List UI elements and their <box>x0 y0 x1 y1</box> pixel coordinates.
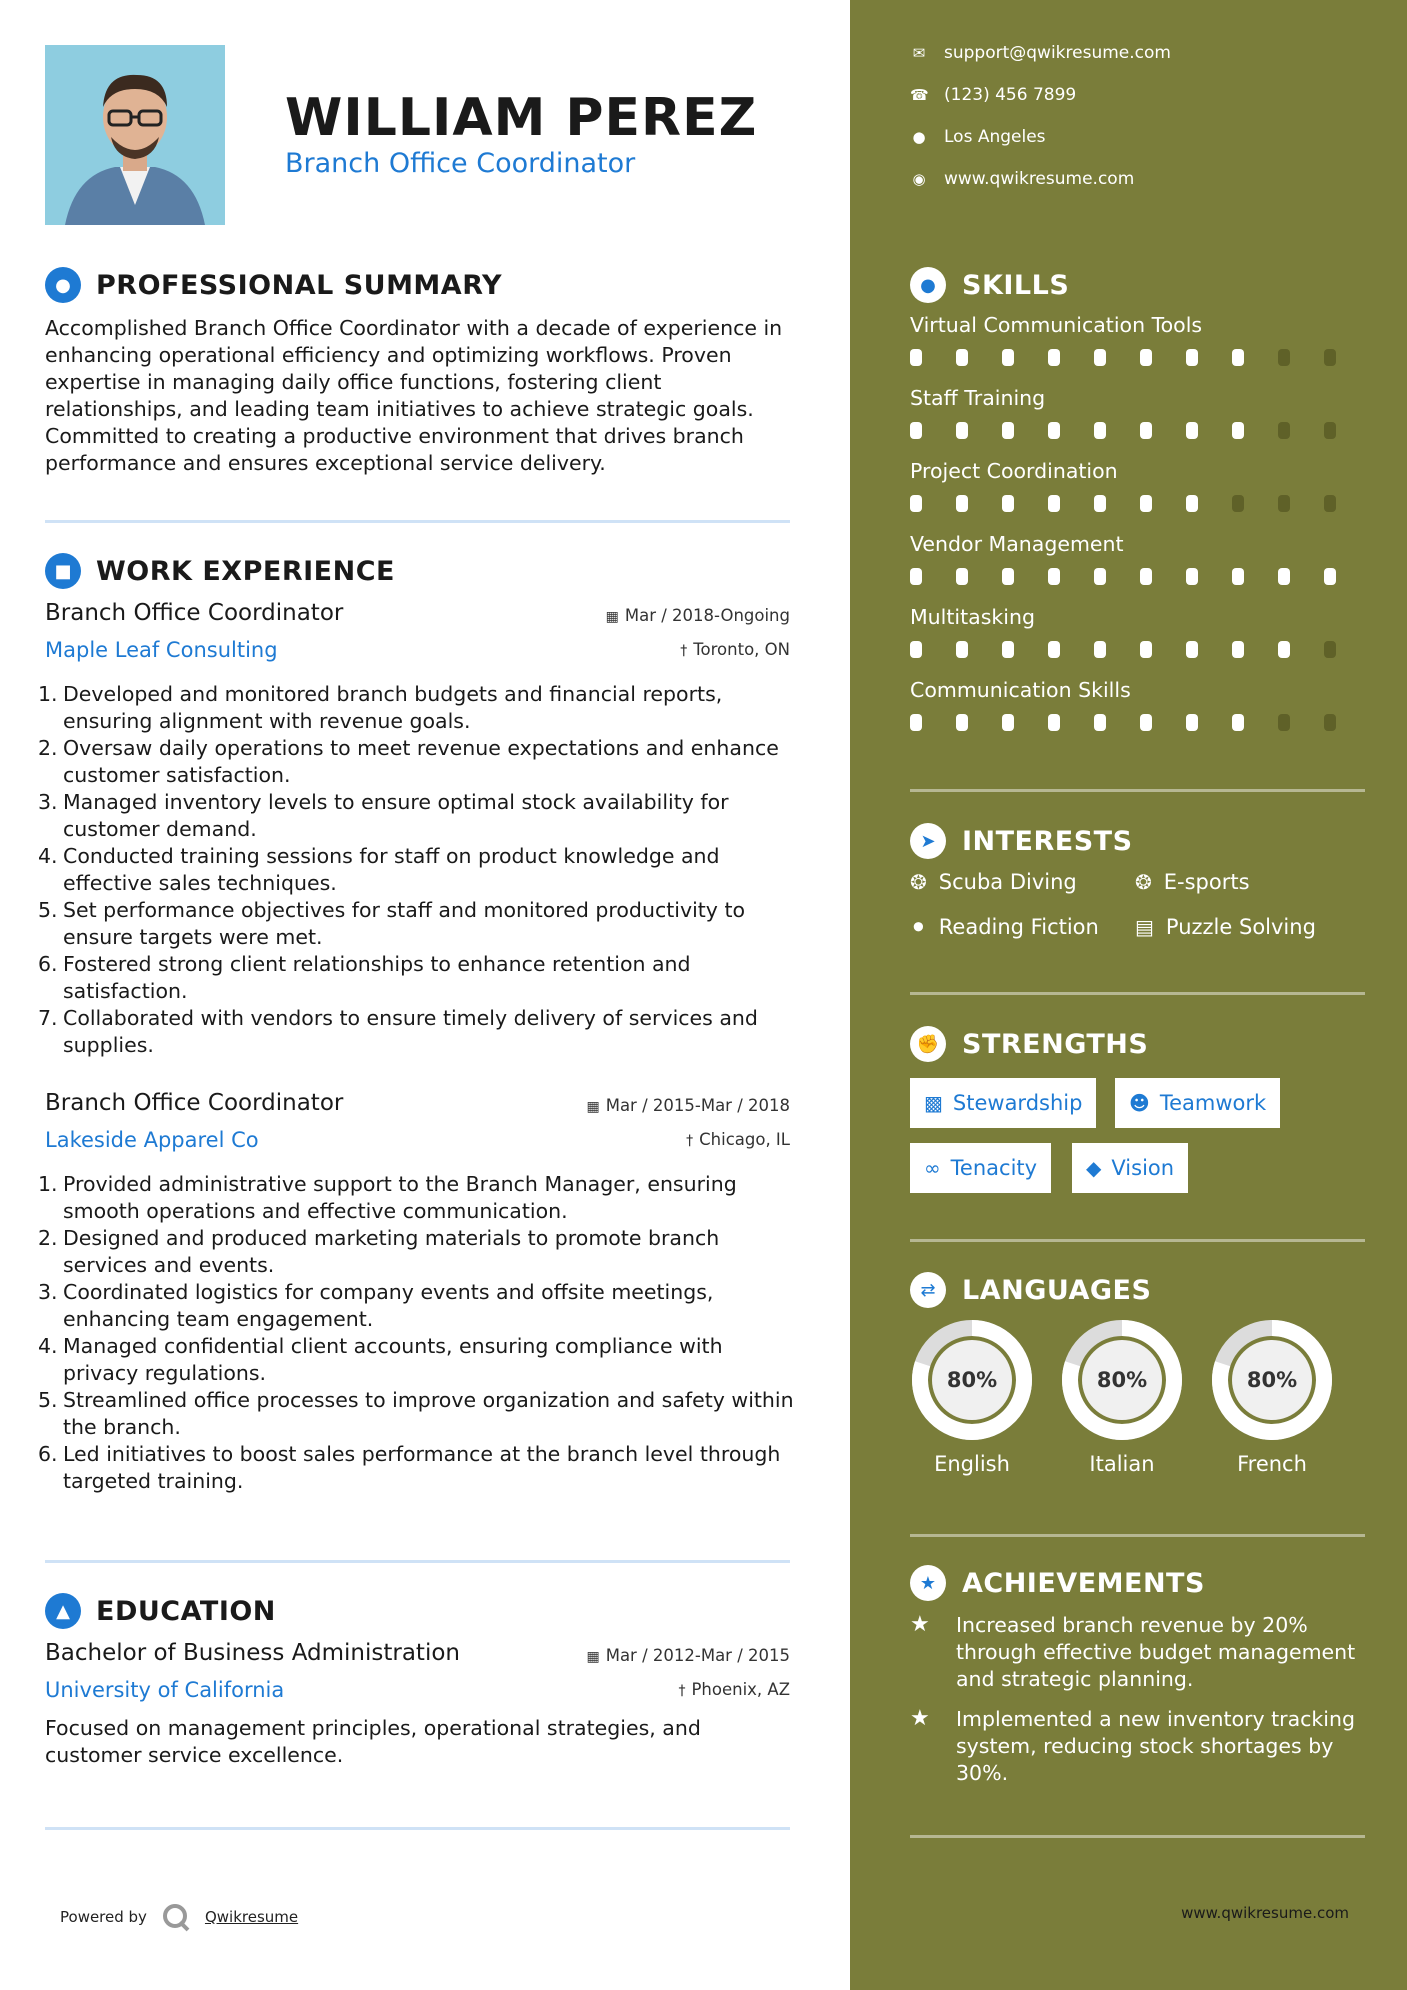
contact-email[interactable] <box>910 43 1171 63</box>
skills-heading: SKILLS <box>962 269 1070 301</box>
bullet-text: Conducted training sessions for staff on product knowledge and effective sales techniques. <box>63 844 720 895</box>
rating-dot-filled <box>1186 422 1198 439</box>
rating-dot-filled <box>1186 568 1198 585</box>
contact-website-text: www.qwikresume.com <box>944 169 1135 189</box>
list-item <box>38 789 798 843</box>
rating-dot-filled <box>1048 641 1060 658</box>
rating-dot-empty <box>1324 422 1336 439</box>
rating-dot-empty <box>1278 422 1290 439</box>
skill-name: Multitasking <box>910 605 1035 629</box>
calendar-icon: ▦ <box>586 1099 600 1115</box>
bullet-text: Oversaw daily operations to meet revenue expectations and enhance customer satisfaction. <box>63 736 779 787</box>
bullet-text: Coordinated logistics for company events and offsite meetings, enhancing team engagement. <box>63 1280 714 1331</box>
skill-rating <box>910 349 1370 366</box>
strength-label: Vision <box>1111 1156 1175 1180</box>
experience-heading: WORK EXPERIENCE <box>96 555 395 587</box>
rating-dot-filled <box>1232 568 1244 585</box>
rating-dot-filled <box>1048 568 1060 585</box>
rating-dot-filled <box>910 714 922 731</box>
job-bullets <box>38 681 798 1059</box>
section-divider <box>910 992 1365 995</box>
rating-dot-filled <box>1094 568 1106 585</box>
skill-rating <box>910 714 1370 731</box>
bullet-number: 5. <box>38 1388 58 1412</box>
rating-dot-filled <box>1094 349 1106 366</box>
job-entry <box>45 1090 790 1160</box>
job-date <box>586 1096 790 1115</box>
contact-website[interactable] <box>910 169 1134 189</box>
rating-dot-filled <box>956 422 968 439</box>
list-item <box>38 1171 798 1225</box>
map-pin-icon: ● <box>912 128 926 146</box>
pin-icon: † <box>686 1133 694 1149</box>
skill-name: Virtual Communication Tools <box>910 313 1203 337</box>
graduate-icon: ▲ <box>45 1593 81 1629</box>
education-header <box>45 1593 276 1629</box>
education-date <box>586 1646 790 1665</box>
strength-chip <box>1072 1143 1188 1193</box>
candidate-title: Branch Office Coordinator <box>285 148 636 179</box>
achievement-text: Increased branch revenue by 20% through effective budget management and strategic planning. <box>956 1613 1356 1691</box>
rating-dot-filled <box>1140 422 1152 439</box>
education-location-text: Phoenix, AZ <box>691 1680 790 1699</box>
rating-dot-filled <box>1140 568 1152 585</box>
job-date-text: Mar / 2015-Mar / 2018 <box>605 1096 790 1115</box>
bullet-number: 7. <box>38 1006 58 1030</box>
list-item <box>38 1387 798 1441</box>
languages-heading: LANGUAGES <box>962 1274 1152 1306</box>
rating-dot-filled <box>1324 568 1336 585</box>
calendar-icon: ▦ <box>605 609 619 625</box>
link-icon: ∞ <box>924 1156 941 1180</box>
skill-name: Communication Skills <box>910 678 1131 702</box>
profile-photo <box>45 45 225 225</box>
bullet-text: Fostered strong client relationships to enhance retention and satisfaction. <box>63 952 691 1003</box>
rating-dot-filled <box>1094 422 1106 439</box>
user-icon: ● <box>45 267 81 303</box>
rating-dot-filled <box>1278 568 1290 585</box>
bullet-number: 2. <box>38 736 58 760</box>
rating-dot-filled <box>1232 641 1244 658</box>
job-location <box>680 640 790 659</box>
education-entry <box>45 1640 790 1710</box>
rating-dot-filled <box>1048 495 1060 512</box>
rating-dot-filled <box>1048 349 1060 366</box>
skill-item <box>910 313 1370 366</box>
rating-dot-empty <box>1278 495 1290 512</box>
section-divider <box>45 520 790 523</box>
list-item <box>38 897 798 951</box>
languages-header <box>910 1272 1151 1308</box>
fist-icon: ✊ <box>910 1026 946 1062</box>
skill-rating <box>910 495 1370 512</box>
bullet-number: 4. <box>38 1334 58 1358</box>
bullet-text: Designed and produced marketing materials to promote branch services and events. <box>63 1226 720 1277</box>
list-item <box>38 1279 798 1333</box>
rating-dot-filled <box>910 349 922 366</box>
rating-dot-filled <box>1140 495 1152 512</box>
rating-dot-filled <box>1232 714 1244 731</box>
list-item <box>38 1333 798 1387</box>
binoculars-icon: ◆ <box>1086 1156 1102 1180</box>
education-location <box>678 1680 790 1699</box>
language-percent: 80% <box>1096 1368 1148 1392</box>
bullet-text: Set performance objectives for staff and monitored productivity to ensure targets were met. <box>63 898 746 949</box>
language-percent: 80% <box>1246 1368 1298 1392</box>
list-item <box>38 735 798 789</box>
briefcase-icon: ▩ <box>924 1091 943 1115</box>
language-percent: 80% <box>946 1368 998 1392</box>
achievement-item <box>910 1612 1370 1693</box>
contact-email-text: support@qwikresume.com <box>944 43 1171 63</box>
rating-dot-filled <box>1140 349 1152 366</box>
summary-header <box>45 267 502 303</box>
bullet-text: Developed and monitored branch budgets and financial reports, ensuring alignment with revenue goals. <box>63 682 723 733</box>
envelope-icon: ✉ <box>912 44 926 62</box>
job-location-text: Toronto, ON <box>693 640 790 659</box>
interest-label: Scuba Diving <box>938 870 1077 894</box>
calendar-icon: ▦ <box>586 1649 600 1665</box>
rating-dot-filled <box>910 495 922 512</box>
strength-chip <box>1115 1078 1280 1128</box>
rating-dot-filled <box>1186 349 1198 366</box>
rating-dot-filled <box>1094 641 1106 658</box>
rating-dot-empty <box>1232 495 1244 512</box>
users-icon: ☻ <box>1129 1091 1150 1115</box>
qwikresume-logo-icon <box>161 1902 191 1932</box>
interest-item <box>910 915 1099 939</box>
language-name: Italian <box>1089 1452 1155 1476</box>
contact-location <box>910 127 1046 147</box>
experience-header <box>45 553 395 589</box>
rating-dot-filled <box>1002 714 1014 731</box>
rating-dot-filled <box>1002 495 1014 512</box>
skill-item <box>910 386 1370 439</box>
rating-dot-filled <box>1140 641 1152 658</box>
interest-item <box>910 870 1077 894</box>
strength-chip <box>910 1078 1096 1128</box>
skill-item <box>910 459 1370 512</box>
skill-name: Vendor Management <box>910 532 1124 556</box>
rating-dot-filled <box>1186 714 1198 731</box>
rating-dot-empty <box>1278 349 1290 366</box>
qwikresume-link[interactable]: Qwikresume <box>204 1908 299 1926</box>
rating-dot-filled <box>1002 568 1014 585</box>
pin-icon: † <box>678 1683 686 1699</box>
powered-by-label: Powered by <box>60 1908 147 1926</box>
paper-plane-icon: ➤ <box>910 823 946 859</box>
language-progress-ring <box>910 1318 1034 1442</box>
bullet-text: Managed inventory levels to ensure optimal stock availability for customer demand. <box>63 790 729 841</box>
candidate-name: WILLIAM PEREZ <box>285 88 758 148</box>
bullet-number: 5. <box>38 898 58 922</box>
job-date-text: Mar / 2018-Ongoing <box>624 606 790 625</box>
rating-dot-filled <box>1048 714 1060 731</box>
degree-title: Bachelor of Business Administration <box>45 1640 460 1666</box>
rating-dot-filled <box>1186 641 1198 658</box>
rating-dot-filled <box>1186 495 1198 512</box>
bullet-number: 3. <box>38 790 58 814</box>
interests-heading: INTERESTS <box>962 825 1133 857</box>
achievement-text: Implemented a new inventory tracking system, reducing stock shortages by 30%. <box>956 1707 1356 1785</box>
job-date <box>606 606 790 625</box>
interest-label: E-sports <box>1163 870 1250 894</box>
language-progress-ring <box>1060 1318 1184 1442</box>
job-location-text: Chicago, IL <box>699 1130 790 1149</box>
rating-dot-empty <box>1324 641 1336 658</box>
rating-dot-filled <box>1094 495 1106 512</box>
interest-label: Puzzle Solving <box>1165 915 1316 939</box>
rating-dot-filled <box>956 349 968 366</box>
achievements-header <box>910 1565 1205 1601</box>
interests-header <box>910 823 1133 859</box>
rating-dot-filled <box>910 641 922 658</box>
lightbulb-icon: ● <box>910 267 946 303</box>
list-item <box>38 1441 798 1495</box>
summary-heading: PROFESSIONAL SUMMARY <box>96 269 503 301</box>
bullet-number: 3. <box>38 1280 58 1304</box>
phone-icon: ☎ <box>910 86 929 104</box>
rating-dot-filled <box>1094 714 1106 731</box>
shooting-star-icon: ★ <box>910 1612 930 1637</box>
star-badge-icon: ★ <box>910 1565 946 1601</box>
chair-icon: ■ <box>45 553 81 589</box>
skill-name: Project Coordination <box>910 459 1118 483</box>
bullet-number: 6. <box>38 952 58 976</box>
contact-location-text: Los Angeles <box>944 127 1046 147</box>
globe-icon: ◉ <box>912 170 926 188</box>
language-name: English <box>934 1452 1010 1476</box>
list-item <box>38 1225 798 1279</box>
rating-dot-filled <box>1002 641 1014 658</box>
lifebuoy-icon: ❂ <box>1135 870 1152 894</box>
translate-icon: ⇄ <box>910 1272 946 1308</box>
strength-label: Tenacity <box>950 1156 1038 1180</box>
section-divider <box>45 1560 790 1563</box>
language-item <box>910 1318 1034 1476</box>
bullet-number: 1. <box>38 1172 58 1196</box>
bullet-text: Led initiatives to boost sales performance at the branch level through targeted training. <box>63 1442 781 1493</box>
powered-by <box>60 1902 298 1932</box>
bullet-number: 2. <box>38 1226 58 1250</box>
rating-dot-filled <box>1278 641 1290 658</box>
language-item <box>1060 1318 1184 1476</box>
list-item <box>38 951 798 1005</box>
skill-item <box>910 678 1370 731</box>
rating-dot-empty <box>1278 714 1290 731</box>
footer-site[interactable]: www.qwikresume.com <box>1181 1904 1349 1922</box>
bullet-text: Streamlined office processes to improve organization and safety within the branch. <box>63 1388 794 1439</box>
job-company: Lakeside Apparel Co <box>45 1128 259 1152</box>
bullet-text: Provided administrative support to the Branch Manager, ensuring smooth operations and effective communication. <box>63 1172 737 1223</box>
education-date-text: Mar / 2012-Mar / 2015 <box>605 1646 790 1665</box>
skills-header <box>910 267 1069 303</box>
strength-label: Teamwork <box>1159 1091 1267 1115</box>
rating-dot-filled <box>956 714 968 731</box>
bullet-text: Managed confidential client accounts, ensuring compliance with privacy regulations. <box>63 1334 723 1385</box>
strength-label: Stewardship <box>952 1091 1083 1115</box>
skill-name: Staff Training <box>910 386 1046 410</box>
list-item <box>38 843 798 897</box>
rating-dot-filled <box>910 568 922 585</box>
rating-dot-empty <box>1324 714 1336 731</box>
achievements-heading: ACHIEVEMENTS <box>962 1567 1205 1599</box>
rating-dot-filled <box>1232 349 1244 366</box>
language-progress-ring <box>1210 1318 1334 1442</box>
section-divider <box>45 1827 790 1830</box>
rating-dot-filled <box>956 641 968 658</box>
rating-dot-filled <box>910 422 922 439</box>
list-item <box>38 1005 798 1059</box>
skill-item <box>910 532 1370 585</box>
rating-dot-filled <box>956 495 968 512</box>
interest-label: Reading Fiction <box>938 915 1099 939</box>
gamepad-icon: ⚫ <box>910 915 927 939</box>
section-divider <box>910 1835 1365 1838</box>
bullet-number: 6. <box>38 1442 58 1466</box>
section-divider <box>910 1239 1365 1242</box>
list-item <box>38 681 798 735</box>
shooting-star-icon: ★ <box>910 1706 930 1731</box>
job-location <box>686 1130 790 1149</box>
book-icon: ▤ <box>1135 915 1154 939</box>
bullet-number: 1. <box>38 682 58 706</box>
rating-dot-filled <box>956 568 968 585</box>
education-description: Focused on management principles, operational strategies, and customer service excellence. <box>45 1716 701 1767</box>
summary-text: Accomplished Branch Office Coordinator with a decade of experience in enhancing operational efficiency and optimizing workflows. Proven expertise in managing daily office functions, fostering client relationships, and leading team initiatives to achieve strategic goals. Committed to creating a productive environment that drives branch performance and ensures exceptional service delivery. <box>45 316 783 475</box>
job-title: Branch Office Coordinator <box>45 600 344 626</box>
interest-item <box>1135 870 1250 894</box>
job-entry <box>45 600 790 670</box>
rating-dot-filled <box>1048 422 1060 439</box>
language-name: French <box>1237 1452 1307 1476</box>
education-heading: EDUCATION <box>96 1595 276 1627</box>
achievement-item <box>910 1706 1370 1787</box>
rating-dot-filled <box>1002 349 1014 366</box>
job-company: Maple Leaf Consulting <box>45 638 278 662</box>
rating-dot-filled <box>1232 422 1244 439</box>
job-bullets <box>38 1171 798 1495</box>
school-name: University of California <box>45 1678 285 1702</box>
bullet-number: 4. <box>38 844 58 868</box>
rating-dot-filled <box>1002 422 1014 439</box>
lifebuoy-icon: ❂ <box>910 870 927 894</box>
skill-rating <box>910 422 1370 439</box>
contact-phone <box>910 85 1076 105</box>
skill-rating <box>910 568 1370 585</box>
rating-dot-filled <box>1140 714 1152 731</box>
job-title: Branch Office Coordinator <box>45 1090 344 1116</box>
strengths-header <box>910 1026 1148 1062</box>
strength-chip <box>910 1143 1051 1193</box>
bullet-text: Collaborated with vendors to ensure timely delivery of services and supplies. <box>63 1006 758 1057</box>
rating-dot-empty <box>1324 349 1336 366</box>
strengths-heading: STRENGTHS <box>962 1028 1149 1060</box>
pin-icon: † <box>680 643 688 659</box>
language-item <box>1210 1318 1334 1476</box>
contact-phone-text: (123) 456 7899 <box>944 85 1077 105</box>
sidebar <box>850 0 1407 1990</box>
rating-dot-empty <box>1324 495 1336 512</box>
interest-item <box>1135 915 1316 939</box>
skill-rating <box>910 641 1370 658</box>
section-divider <box>910 1534 1365 1537</box>
section-divider <box>910 789 1365 792</box>
skill-item <box>910 605 1370 658</box>
